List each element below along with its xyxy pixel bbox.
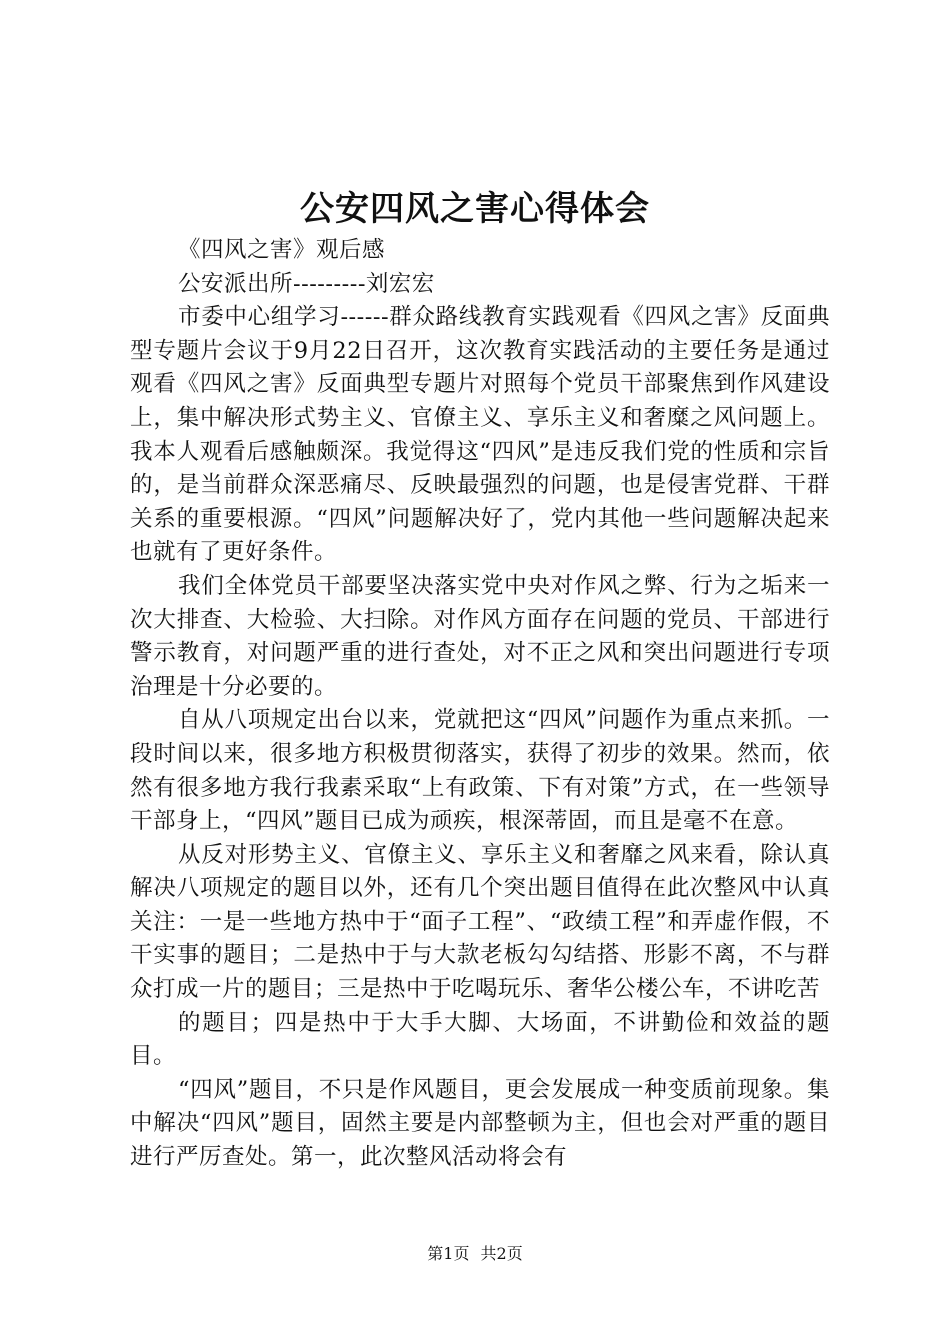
paragraph-body: 自从八项规定出台以来，党就把这“四风”问题作为重点来抓。一段时间以来，很多地方积极贯彻落实，获得了初步的效果。然而，依然有很多地方我行我素采取“上有政策、下有对策”方式，在一些领导干部身上，“四风”题目已成为顽疾，根深蒂固，而且是毫不在意。 — [130, 707, 830, 835]
paragraph-body: 市委中心组学习------群众路线教育实践观看《四风之害》反面典型专题片会议于9月22日召开，这次教育实践活动的主要任务是通过观看《四风之害》反面典型专题片对照每个党员干部聚焦到作风建设上，集中解决形式势主义、官僚主义、享乐主义和奢糜之风问题上。我本人观看后感触颇深。我觉得这“四风”是违反我们党的性质和宗旨的，是当前群众深恶痛尽、反映最强烈的问题，也是侵害党群、干群关系的重要根源。“四风”问题解决好了，党内其他一些问题解决起来也就有了更好条件。 — [130, 304, 830, 566]
paragraph-body: 我们全体党员干部要坚决落实党中央对作风之弊、行为之垢来一次大排查、大检验、大扫除。对作风方面存在问题的党员、干部进行警示教育，对问题严重的进行查处，对不正之风和突出问题进行专项治理是十分必要的。 — [130, 572, 830, 700]
page-total: 共2页 — [480, 1244, 523, 1263]
page-number: 第1页 — [427, 1244, 470, 1263]
document-title: 公安四风之害心得体会 — [300, 189, 650, 229]
paragraph-author: 公安派出所---------刘宏宏 — [178, 270, 435, 297]
document-body — [130, 234, 830, 1175]
paragraph-body: “四风”题目，不只是作风题目，更会发展成一种变质前现象。集中解决“四风”题目，固然主要是内部整顿为主，但也会对严重的题目进行严厉查处。第一，此次整风活动将会有 — [130, 1076, 830, 1171]
paragraph-subtitle: 《四风之害》观后感 — [178, 237, 386, 263]
paragraph-body: 从反对形势主义、官僚主义、享乐主义和奢靡之风来看，除认真解决八项规定的题目以外，还有几个突出题目值得在此次整风中认真关注：一是一些地方热中于“面子工程”、“政绩工程”和弄虚作假，不干实事的题目；二是热中于与大款老板勾勾结搭、形影不离，不与群众打成一片的题目；三是热中于吃喝玩乐、奢华公楼公车，不讲吃苦 — [130, 841, 830, 1003]
paragraph-body: 的题目；四是热中于大手大脚、大场面，不讲勤俭和效益的题目。 — [130, 1009, 830, 1070]
page-footer — [0, 1242, 950, 1266]
